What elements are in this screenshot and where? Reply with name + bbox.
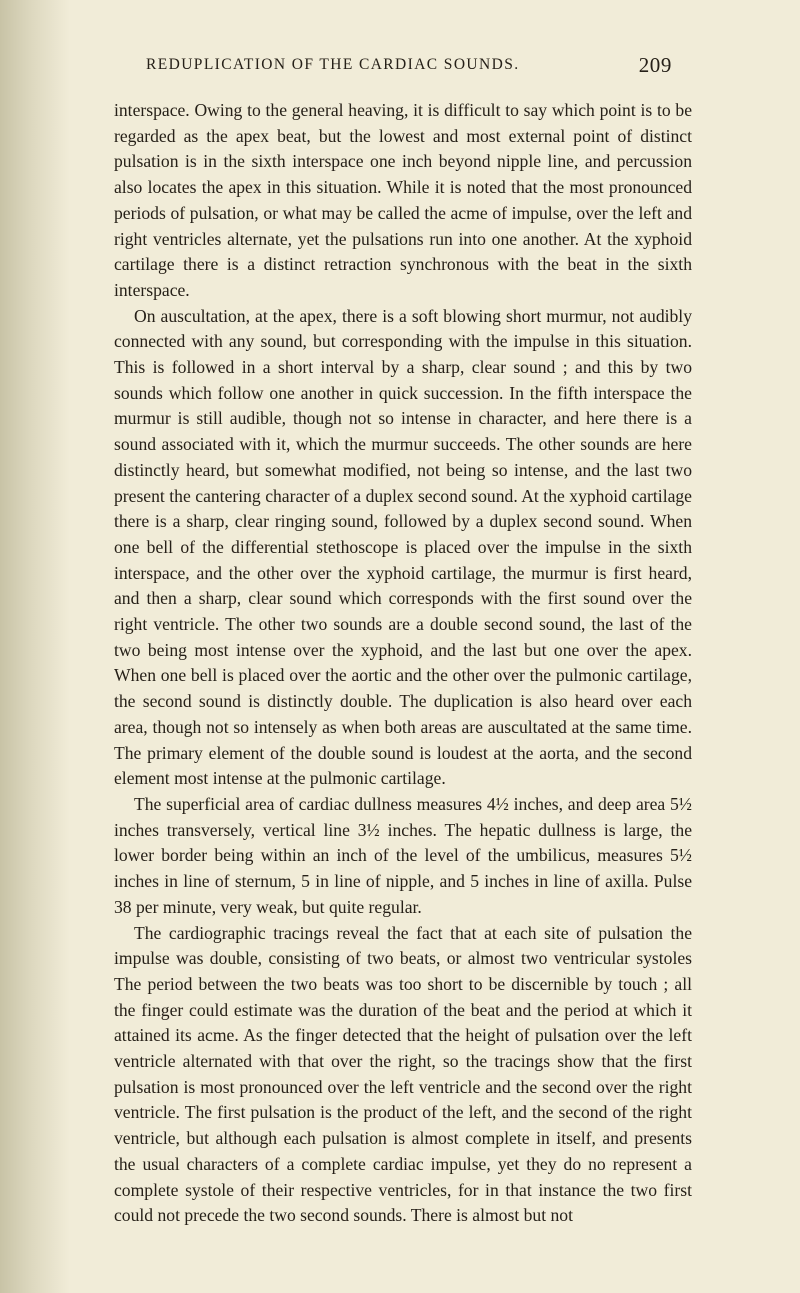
paragraph-2: On auscultation, at the apex, there is a soft blowing short murmur, not audibly connected with any sound, but corresponding with the impulse in this situation. This is followed in a short interval by a sharp, clear sound ; and this by two sounds which follow one another in quick succession. In the fifth interspace the murmur is still audible, though not so intense in character, and here there is a sound associated with it, which the murmur succeeds. The other sounds are here distinctly heard, but somewhat modified, not being so intense, and the last two present the cantering character of a duplex second sound. At the xyphoid cartilage there is a sharp, clear ringing sound, followed by a duplex second sound. When one bell of the differential stethoscope is placed over the impulse in the sixth interspace, and the other over the xyphoid cartilage, the murmur is first heard, and then a sharp, clear sound which corresponds with the first sound over the right ventricle. The other two sounds are a double second sound, the last of the two being most intense over the xyphoid, and the last but one over the apex. When one bell is placed over the aortic and the other over the pulmonic cartilage, the second sound is distinctly double. The duplication is also heard over each area, though not so intensely as when both areas are auscultated at the same time. The primary element of the double sound is loudest at the aorta, and the second element most intense at the pulmonic cartilage. [114,305,692,789]
body-text [114,98,692,1229]
paragraph-3: The superficial area of cardiac dullness measures 4½ inches, and deep area 5½ inches transversely, vertical line 3½ inches. The hepatic dullness is large, the lower border being within an inch of the level of the umbilicus, measures 5½ inches in line of sternum, 5 in line of nipple, and 5 inches in line of axilla. Pulse 38 per minute, very weak, but quite regular. [114,793,692,917]
running-title: REDUPLICATION OF THE CARDIAC SOUNDS. [146,56,520,73]
paragraph-1: interspace. Owing to the general heaving, it is difficult to say which point is to be regarded as the apex beat, but the lowest and most external point of distinct pulsation is in the sixth interspace one inch beyond nipple line, and percussion also locates the apex in this situation. While it is noted that the most pronounced periods of pulsation, or what may be called the acme of impulse, over the left and right ventricles alternate, yet the pulsations run into one another. At the xyphoid cartilage there is a distinct retraction synchronous with the beat in the sixth interspace. [114,100,692,300]
page-header [120,53,672,84]
page-number: 209 [638,53,672,77]
paragraph-4: The cardiographic tracings reveal the fact that at each site of pulsation the impulse was double, consisting of two beats, or almost two ventricular systoles The period between the two beats was too short to be discernible by touch ; all the finger could estimate was the duration of the beat and the period at which it attained its acme. As the finger detected that the height of pulsation over the left ventricle alternated with that over the right, so the tracings show that the first pulsation is most pronounced over the left ventricle and the second over the right ventricle. The first pulsation is the product of the left, and the second of the right ventricle, but although each pulsation is almost complete in itself, and presents the usual characters of a complete cardiac impulse, yet they do no represent a complete systole of their respective ventricles, for in that instance the two first could not precede the two second sounds. There is almost but not [114,922,692,1226]
